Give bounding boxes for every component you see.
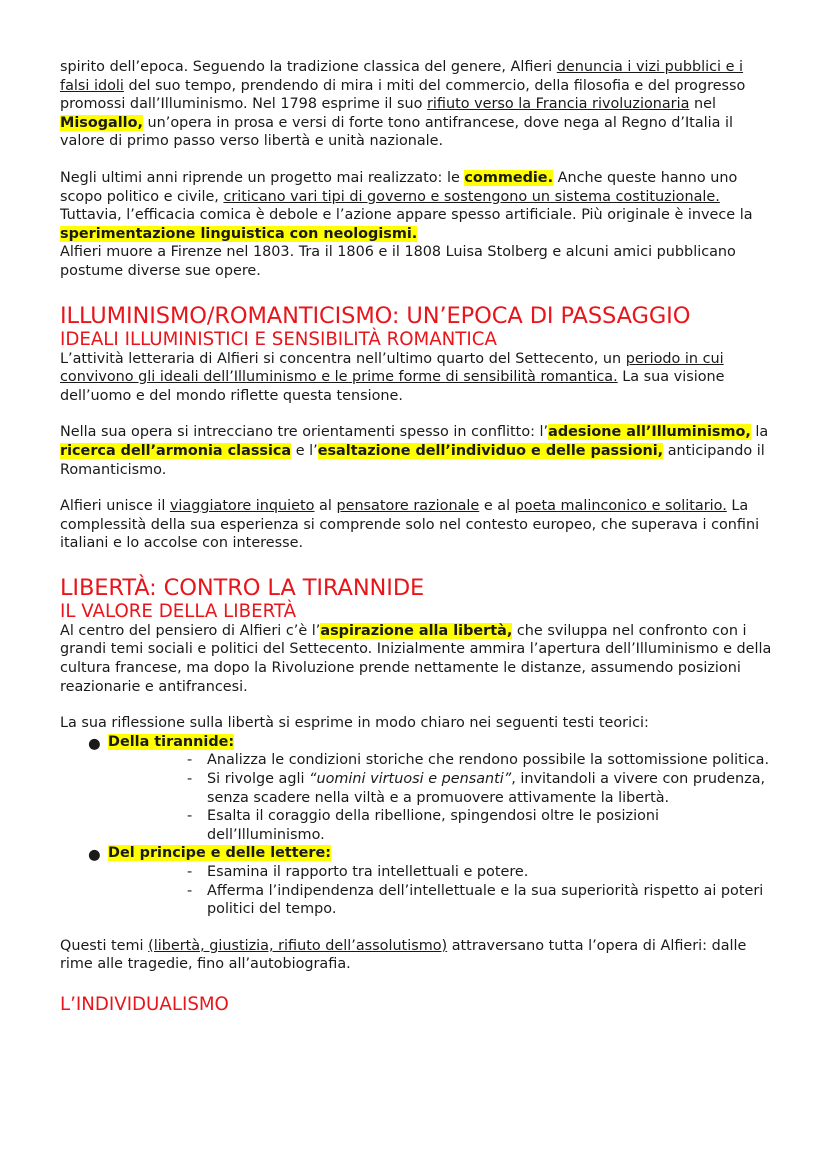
highlighted-text: Della tirannide: (108, 733, 235, 750)
quoted-text: “uomini virtuosi e pensanti” (309, 771, 512, 788)
paragraph-riflessione: La sua riflessione sulla libertà si esprime in modo chiaro nei seguenti testi teorici: (60, 715, 649, 732)
bullet-icon: ● (88, 847, 101, 864)
theoretical-texts-list (60, 733, 775, 919)
list-item-tirannide (60, 733, 775, 845)
bullet-icon: ● (88, 735, 101, 752)
list-item: - Afferma l’indipendenza dell’intellettuale e la sua superiorità rispetto ai poteri politici del tempo. (187, 882, 764, 918)
underlined-text: rifiuto verso la Francia rivoluzionaria (426, 96, 690, 113)
highlighted-text: sperimentazione linguistica con neologismi. (60, 225, 418, 242)
paragraph-misogallo: spirito dell’epoca. Seguendo la tradizione classica del genere, Alfieri denuncia i vizi pubblici e i falsi idoli del suo tempo, prendendo di mira i miti del commercio, della filosofia e del progresso promossi dall’Illuminismo. Nel 1798 esprime il suo rifiuto verso la Francia rivoluzionaria nel Misogallo, un’opera in prosa e versi di forte tono antifrancese, dove nega al Regno d’Italia il valore di primo passo verso libertà e unità nazionale. (60, 59, 746, 150)
paragraph-commedie: Negli ultimi anni riprende un progetto mai realizzato: le commedie. Anche queste hanno uno scopo politico e civile, criticano vari tipi di governo e sostengono un sistema costituzionale. Tuttavia, l’efficacia comica è debole e l’azione appare spesso artificiale. Più originale è invece la sperimentazione linguistica con neologismi. (60, 169, 753, 242)
highlighted-text: Misogallo, (60, 114, 143, 131)
highlighted-text: adesione all’Illuminismo, (548, 424, 751, 441)
list-item: - Si rivolge agli “uomini virtuosi e pensanti”, invitandoli a vivere con prudenza, senza scadere nella viltà e a promuovere attivamente la libertà. (187, 771, 766, 806)
underlined-text: pensatore razionale (336, 498, 480, 515)
underlined-text: periodo in cui convivono gli ideali dell’Illuminismo e le prime forme di sensibilità romantica. (60, 350, 724, 386)
underlined-text: viaggiatore inquieto (169, 498, 315, 515)
paragraph-aspirazione: Al centro del pensiero di Alfieri c’è l’aspirazione alla libertà, che sviluppa nel confronto con i grandi temi sociali e politici del Settecento. Inizialmente ammira l’apertura dell’Illuminismo e della cultura francese, ma dopo la Rivoluzione prende nettamente le distanze, assumendo posizioni reazionarie e antifrancesi. (60, 622, 772, 695)
sub-list (108, 863, 775, 919)
highlighted-text: Del principe e delle lettere: (108, 845, 332, 862)
section-subtitle-ideali: IDEALI ILLUMINISTICI E SENSIBILITÀ ROMANTICA (60, 328, 497, 350)
underlined-text: denuncia i vizi pubblici e i falsi idoli (60, 59, 744, 94)
document-page (60, 58, 775, 1015)
section-subtitle-valore: IL VALORE DELLA LIBERTÀ (60, 600, 297, 622)
paragraph-viaggiatore: Alfieri unisce il viaggiatore inquieto al pensatore razionale e al poeta malinconico e solitario. La complessità della sua esperienza si comprende solo nel contesto europeo, che superava i confini italiani e lo accolse con interesse. (60, 498, 760, 552)
paragraph-temi: Questi temi (libertà, giustizia, rifiuto dell’assolutismo) attraversano tutta l’opera di Alfieri: dalle rime alle tragedie, fino all’autobiografia. (60, 937, 747, 973)
underlined-text: criticano vari tipi di governo e sostengono un sistema costituzionale. (223, 188, 720, 205)
highlighted-text: ricerca dell’armonia classica (60, 442, 292, 459)
paragraph-death: Alfieri muore a Firenze nel 1803. Tra il 1806 e il 1808 Luisa Stolberg e alcuni amici pubblicano postume diverse sue opere. (60, 244, 736, 279)
underlined-text: (libertà, giustizia, rifiuto dell’assolutismo) (148, 937, 448, 954)
list-item: - Esamina il rapporto tra intellettuali e potere. (187, 864, 529, 880)
dash-icon: - (187, 771, 193, 788)
paragraph-orientamenti: Nella sua opera si intrecciano tre orientamenti spesso in conflitto: l’adesione all’Illuminismo, la ricerca dell’armonia classica e l’esaltazione dell’individuo e delle passioni, anticipando il Romanticismo. (60, 424, 769, 478)
list-item: - Esalta il coraggio della ribellione, spingendosi oltre le posizioni dell’Illuminismo. (187, 808, 659, 843)
list-item-principe (60, 844, 775, 918)
highlighted-text: aspirazione alla libertà, (320, 622, 513, 639)
dash-icon: - (187, 864, 193, 880)
list-item: - Analizza le condizioni storiche che rendono possibile la sottomissione politica. (187, 752, 770, 769)
underlined-text: poeta malinconico e solitario. (514, 498, 727, 515)
section-title-individualismo: L’INDIVIDUALISMO (60, 993, 229, 1015)
dash-icon: - (187, 752, 193, 769)
sub-list (108, 751, 775, 844)
section-title-illuminismo: ILLUMINISMO/ROMANTICISMO: UN’EPOCA DI PASSAGGIO (60, 302, 691, 329)
paragraph-attivita: L’attività letteraria di Alfieri si concentra nell’ultimo quarto del Settecento, un periodo in cui convivono gli ideali dell’Illuminismo e le prime forme di sensibilità romantica. La sua visione dell’uomo e del mondo riflette questa tensione. (60, 350, 725, 404)
dash-icon: - (187, 808, 193, 825)
highlighted-text: esaltazione dell’individuo e delle passioni, (317, 442, 664, 459)
dash-icon: - (187, 882, 193, 899)
section-title-liberta: LIBERTÀ: CONTRO LA TIRANNIDE (60, 574, 425, 601)
highlighted-text: commedie. (464, 169, 554, 186)
